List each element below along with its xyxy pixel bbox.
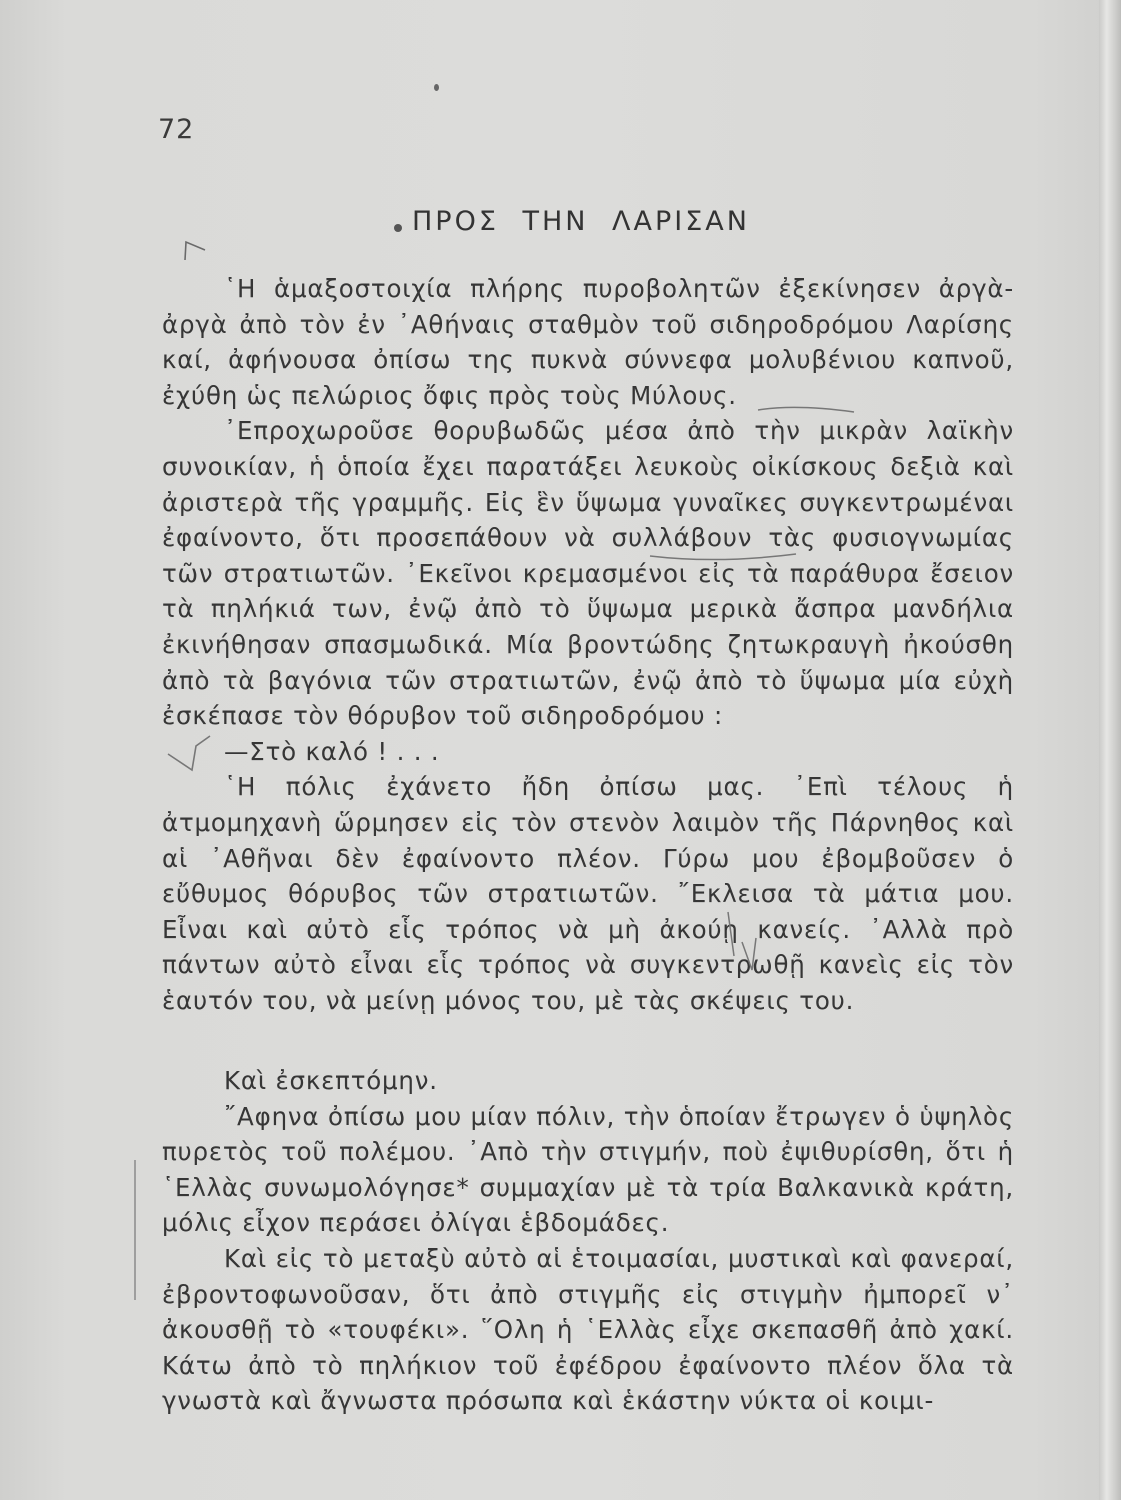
pencil-slash-mark bbox=[722, 908, 758, 974]
body-text-section-2 bbox=[162, 1063, 1014, 1419]
paragraph: ᾿Επροχωροῦσε θορυβωδῶς μέσα ἀπὸ τὴν μικρὰν λαϊκὴν συνοικίαν, ἡ ὁποία ἔχει παρατάξει λευκοὺς οἰκίσκους δεξιὰ καὶ ἀριστερὰ τῆς γραμμῆς. Εἰς ἓν ὕψωμα γυναῖκες συγκεντρωμέναι ἐφαίνοντο, ὅτι προσεπάθουν νὰ συλλάβουν τὰς φυσιογνωμίας τῶν στρατιωτῶν. ᾿Εκεῖνοι κρεμασμένοι εἰς τὰ παράθυρα ἔσειον τὰ πηλήκιά των, ἐνῷ ἀπὸ τὸ ὕψωμα μερικὰ ἄσπρα μανδήλια ἐκινήθησαν σπασμωδικά. Μία βροντώδης ζητωκραυγὴ ἠκούσθη ἀπὸ τὰ βαγόνια τῶν στρατιωτῶν, ἐνῷ ἀπὸ τὸ ὕψωμα μία εὐχὴ ἐσκέπασε τὸν θόρυβον τοῦ σιδηροδρόμου : bbox=[162, 416, 1014, 731]
pencil-margin-line bbox=[133, 1160, 137, 1300]
title-ink-dot bbox=[394, 224, 402, 232]
paragraph: ῎Αφηνα ὀπίσω μου μίαν πόλιν, τὴν ὁποίαν ἔτρωγεν ὁ ὑψηλὸς πυρετὸς τοῦ πολέμου. ᾿Απὸ τὴν στιγμήν, ποὺ ἐψιθυρίσθη, ὅτι ἡ ῾Ελλὰς συνωμολόγησε* συμμαχίαν μὲ τὰ τρία Βαλκανικὰ κράτη, μόλις εἶχον περάσει ὀλίγαι ἑβδομάδες. bbox=[162, 1101, 1014, 1238]
paragraph: Καὶ εἰς τὸ μεταξὺ αὐτὸ αἱ ἑτοιμασίαι, μυστικαὶ καὶ φανεραί, ἐβροντοφωνοῦσαν, ὅτι ἀπὸ στιγμῆς εἰς στιγμὴν ἠμπορεῖ ν᾿ ἀκουσθῇ τὸ «τουφέκι». ῞Ολη ἡ ῾Ελλὰς εἶχε σκεπασθῆ ἀπὸ χακί. Κάτω ἀπὸ τὸ πηλήκιον τοῦ ἐφέδρου ἐφαίνοντο πλέον ὅλα τὰ γνωστὰ καὶ ἄγνωστα πρόσωπα καὶ ἑκάστην νύκτα οἱ κοιμι- bbox=[162, 1243, 1014, 1416]
pencil-corner-mark bbox=[182, 238, 208, 262]
body-text-section-1 bbox=[162, 271, 1014, 1018]
page-number: 72 bbox=[158, 114, 195, 145]
chapter-title: ΠΡΟΣ ΤΗΝ ΛΑΡΙΣΑΝ bbox=[412, 206, 750, 237]
paragraph: Καὶ ἐσκεπτόμην. bbox=[224, 1066, 438, 1095]
paragraph: ῾Η πόλις ἐχάνετο ἤδη ὀπίσω μας. ᾿Επὶ τέλους ἡ ἀτμομηχανὴ ὥρμησεν εἰς τὸν στενὸν λαιμὸν τῆς Πάρνηθος καὶ αἱ ᾿Αθῆναι δὲν ἐφαίνοντο πλέον. Γύρω μου ἐβομβοῦσεν ὁ εὔθυμος θόρυβος τῶν στρατιωτῶν. ῎Εκλεισα τὰ μάτια μου. Εἶναι καὶ αὐτὸ εἷς τρόπος νὰ μὴ ἀκούῃ κανείς. ᾿Αλλὰ πρὸ πάντων αὐτὸ εἶναι εἷς τρόπος νὰ συγκεντρωθῇ κανεὶς εἰς τὸν ἑαυτόν του, νὰ μείνῃ μόνος του, μὲ τὰς σκέψεις του. bbox=[162, 772, 1014, 1015]
ink-speck bbox=[434, 84, 439, 91]
pencil-check-mark bbox=[166, 734, 226, 774]
paragraph: ῾Η ἁμαξοστοιχία πλήρης πυροβολητῶν ἐξεκίνησεν ἀργὰ-ἀργὰ ἀπὸ τὸν ἐν ᾿Αθήναις σταθμὸν τοῦ σιδηροδρόμου Λαρίσης καί, ἀφήνουσα ὀπίσω της πυκνὰ σύννεφα μολυβένιου καπνοῦ, ἐχύθη ὡς πελώριος ὄφις πρὸς τοὺς Μύλους. bbox=[162, 274, 1014, 410]
pencil-underline bbox=[648, 550, 798, 566]
pencil-underline bbox=[756, 402, 856, 416]
paragraph: —Στὸ καλό ! . . . bbox=[224, 736, 440, 766]
page-edge bbox=[1099, 0, 1121, 1500]
